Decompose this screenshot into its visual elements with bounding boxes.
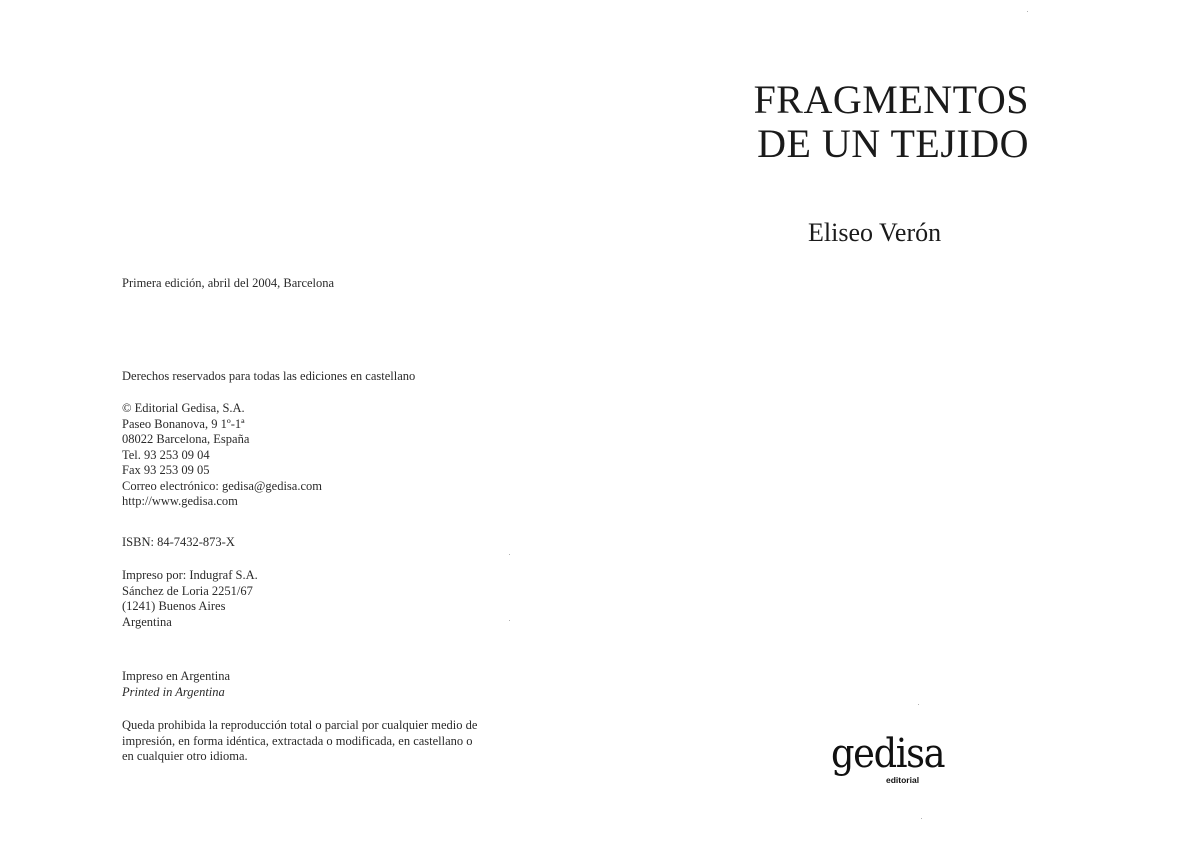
notice-line: impresión, en forma idéntica, extractada o modificada, en castellano o xyxy=(122,733,473,748)
publisher-line: Paseo Bonanova, 9 1º-1ª xyxy=(122,416,245,431)
printed-in-spanish: Impreso en Argentina xyxy=(122,669,231,683)
publisher-address xyxy=(122,401,322,510)
printer-line: Argentina xyxy=(122,614,172,629)
publisher-fax: Fax 93 253 09 05 xyxy=(122,463,210,477)
reproduction-notice xyxy=(122,718,477,765)
first-edition-text: Primera edición, abril del 2004, Barcelona xyxy=(122,276,335,290)
printer-line: (1241) Buenos Aires xyxy=(122,599,226,613)
isbn-text: ISBN: 84-7432-873-X xyxy=(122,535,235,549)
printed-in-note xyxy=(122,669,230,700)
title-line: DE UN TEJIDO xyxy=(757,121,1029,166)
copyright-page xyxy=(122,0,602,848)
publisher-phone: Tel. 93 253 09 04 xyxy=(122,447,210,462)
publisher-website: http://www.gedisa.com xyxy=(122,494,238,508)
printed-in-english: Printed in Argentina xyxy=(122,684,225,699)
printer-line: Impreso por: Indugraf S.A. xyxy=(122,568,258,582)
author-name: Eliseo Verón xyxy=(808,218,942,247)
printer-line: Sánchez de Loria 2251/67 xyxy=(122,583,253,598)
notice-line: en cualquier otro idioma. xyxy=(122,749,248,763)
logo-subtitle: editorial xyxy=(886,775,920,785)
publisher-email: Correo electrónico: gedisa@gedisa.com xyxy=(122,478,322,493)
publisher-logo xyxy=(831,731,945,794)
title-page xyxy=(700,0,1200,848)
publisher-line: 08022 Barcelona, España xyxy=(122,432,250,446)
rights-note xyxy=(122,369,415,385)
logo-wordmark: gedisa xyxy=(831,731,945,777)
book-title xyxy=(754,78,1029,166)
first-edition-note xyxy=(122,276,334,292)
isbn-note xyxy=(122,535,235,551)
printer-info xyxy=(122,568,258,630)
notice-line: Queda prohibida la reproducción total o parcial por cualquier medio de xyxy=(122,718,478,732)
rights-text: Derechos reservados para todas las ediciones en castellano xyxy=(122,369,416,383)
publisher-line: © Editorial Gedisa, S.A. xyxy=(122,401,245,415)
title-line: FRAGMENTOS xyxy=(753,77,1029,122)
